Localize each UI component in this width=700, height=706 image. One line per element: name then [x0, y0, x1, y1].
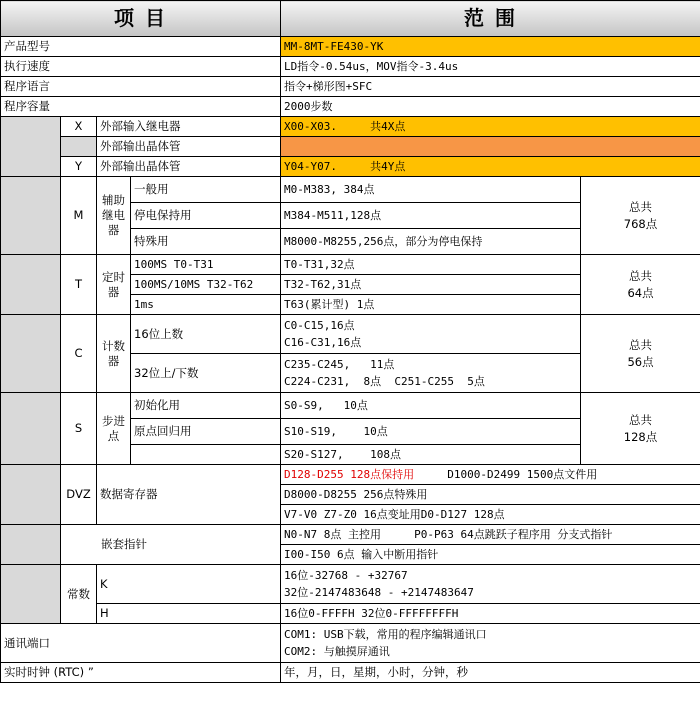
c-section-blank	[1, 315, 61, 393]
c-value-line: C224-C231, 8点 C251-C255 5点	[284, 375, 485, 388]
speed-label: 执行速度	[1, 57, 281, 77]
c-value-line: C235-C245, 11点	[284, 358, 395, 371]
x-output-blank	[61, 137, 97, 157]
t-group: 定时器	[97, 255, 131, 315]
row-s-1	[1, 393, 700, 419]
c-value-line: C0-C15,16点	[284, 319, 355, 332]
m-item-name: 特殊用	[131, 229, 281, 255]
row-lang	[1, 77, 700, 97]
const-k-line: 16位-32768 - +32767	[284, 569, 408, 582]
row-x-output	[1, 137, 700, 157]
t-total-count: 64点	[627, 285, 654, 300]
t-item-value: T63(累计型) 1点	[281, 295, 581, 315]
y-value: Y04-Y07. 共4Y点	[281, 157, 700, 177]
x-input-label: 外部输入继电器	[97, 117, 281, 137]
row-model	[1, 37, 700, 57]
const-h-value: 16位0-FFFFH 32位0-FFFFFFFFH	[281, 604, 700, 624]
row-comm	[1, 624, 700, 663]
const-h-tag: H	[97, 604, 281, 624]
s-item-name	[131, 445, 281, 465]
m-section-blank	[1, 177, 61, 255]
t-item-name: 100MS/10MS T32-T62	[131, 275, 281, 295]
rtc-value: 年，月，日，星期，小时，分钟，秒	[281, 663, 700, 683]
c-value-line: C16-C31,16点	[284, 336, 362, 349]
capacity-value: 2000步数	[281, 97, 700, 117]
c-total-count: 56点	[627, 354, 654, 369]
row-m-1	[1, 177, 700, 203]
dvz-section-blank	[1, 465, 61, 525]
s-total-count: 128点	[623, 429, 658, 444]
c-item-name: 16位上数	[131, 315, 281, 354]
row-rtc	[1, 663, 700, 683]
c-item-value	[281, 354, 581, 393]
model-label: 产品型号	[1, 37, 281, 57]
header-range: 范 围	[281, 1, 700, 37]
const-k-tag: K	[97, 565, 281, 604]
m-total-label: 总共	[629, 199, 653, 214]
speed-value: LD指令-0.54us，MOV指令-3.4us	[281, 57, 700, 77]
x-input-value: X00-X03. 共4X点	[281, 117, 700, 137]
s-section-blank	[1, 393, 61, 465]
capacity-label: 程序容量	[1, 97, 281, 117]
x-output-label: 外部输出晶体管	[97, 137, 281, 157]
m-total	[581, 177, 700, 255]
t-item-name: 1ms	[131, 295, 281, 315]
s-total	[581, 393, 700, 465]
nest-line: I00-I50 6点 输入中断用指针	[281, 545, 700, 565]
dvz-tag: DVZ	[61, 465, 97, 525]
c-item-value	[281, 315, 581, 354]
c-total-label: 总共	[629, 337, 653, 352]
comm-line: COM2: 与触摸屏通讯	[284, 645, 390, 658]
dvz-line: D8000-D8255 256点特殊用	[281, 485, 700, 505]
t-item-value: T0-T31,32点	[281, 255, 581, 275]
dvz-line	[281, 465, 700, 485]
dvz-retentive-range: D128-D255 128点保持用	[284, 468, 415, 481]
row-const-k	[1, 565, 700, 604]
comm-label: 通讯端口	[1, 624, 281, 663]
t-tag: T	[61, 255, 97, 315]
m-group: 辅助继电器	[97, 177, 131, 255]
m-tag: M	[61, 177, 97, 255]
nest-line: N0-N7 8点 主控用 P0-P63 64点跳跃子程序用 分支式指针	[281, 525, 700, 545]
s-item-value: S10-S19, 10点	[281, 419, 581, 445]
c-group: 计数器	[97, 315, 131, 393]
s-item-value: S0-S9, 10点	[281, 393, 581, 419]
row-const-h	[1, 604, 700, 624]
lang-label: 程序语言	[1, 77, 281, 97]
dvz-line: V7-V0 Z7-Z0 16点变址用D0-D127 128点	[281, 505, 700, 525]
s-total-label: 总共	[629, 412, 653, 427]
m-total-count: 768点	[623, 216, 658, 231]
t-section-blank	[1, 255, 61, 315]
row-capacity	[1, 97, 700, 117]
t-item-name: 100MS T0-T31	[131, 255, 281, 275]
row-dvz-1	[1, 465, 700, 485]
c-item-name: 32位上/下数	[131, 354, 281, 393]
const-label: 常数	[61, 565, 97, 624]
comm-value	[281, 624, 700, 663]
header-row	[1, 1, 700, 37]
x-tag: X	[61, 117, 97, 137]
m-item-value: M384-M511,128点	[281, 203, 581, 229]
s-tag: S	[61, 393, 97, 465]
x-section-blank	[1, 117, 61, 177]
m-item-name: 一般用	[131, 177, 281, 203]
row-t-1	[1, 255, 700, 275]
comm-line: COM1: USB下载，常用的程序编辑通讯口	[284, 628, 487, 641]
t-total	[581, 255, 700, 315]
s-item-name: 原点回归用	[131, 419, 281, 445]
lang-value: 指令+梯形图+SFC	[281, 77, 700, 97]
nest-section-blank	[1, 525, 61, 565]
nest-label: 嵌套指针	[61, 525, 281, 565]
c-tag: C	[61, 315, 97, 393]
s-item-name: 初始化用	[131, 393, 281, 419]
header-item: 项 目	[1, 1, 281, 37]
y-label: 外部输出晶体管	[97, 157, 281, 177]
const-section-blank	[1, 565, 61, 624]
t-item-value: T32-T62,31点	[281, 275, 581, 295]
c-total	[581, 315, 700, 393]
row-c-1	[1, 315, 700, 354]
m-item-value: M8000-M8255,256点，部分为停电保持	[281, 229, 581, 255]
rtc-label: 实时时钟 (RTC) ”	[1, 663, 281, 683]
s-group: 步进点	[97, 393, 131, 465]
x-output-value	[281, 137, 700, 157]
row-y	[1, 157, 700, 177]
row-speed	[1, 57, 700, 77]
const-k-line: 32位-2147483648 - +2147483647	[284, 586, 474, 599]
t-total-label: 总共	[629, 268, 653, 283]
row-x-input	[1, 117, 700, 137]
s-item-value: S20-S127, 108点	[281, 445, 581, 465]
y-tag: Y	[61, 157, 97, 177]
m-item-name: 停电保持用	[131, 203, 281, 229]
row-nest-1	[1, 525, 700, 545]
m-item-value: M0-M383, 384点	[281, 177, 581, 203]
dvz-file-range: D1000-D2499 1500点文件用	[414, 468, 598, 481]
model-value: MM-8MT-FE430-YK	[281, 37, 700, 57]
const-k-value	[281, 565, 700, 604]
dvz-label: 数据寄存器	[97, 465, 281, 525]
